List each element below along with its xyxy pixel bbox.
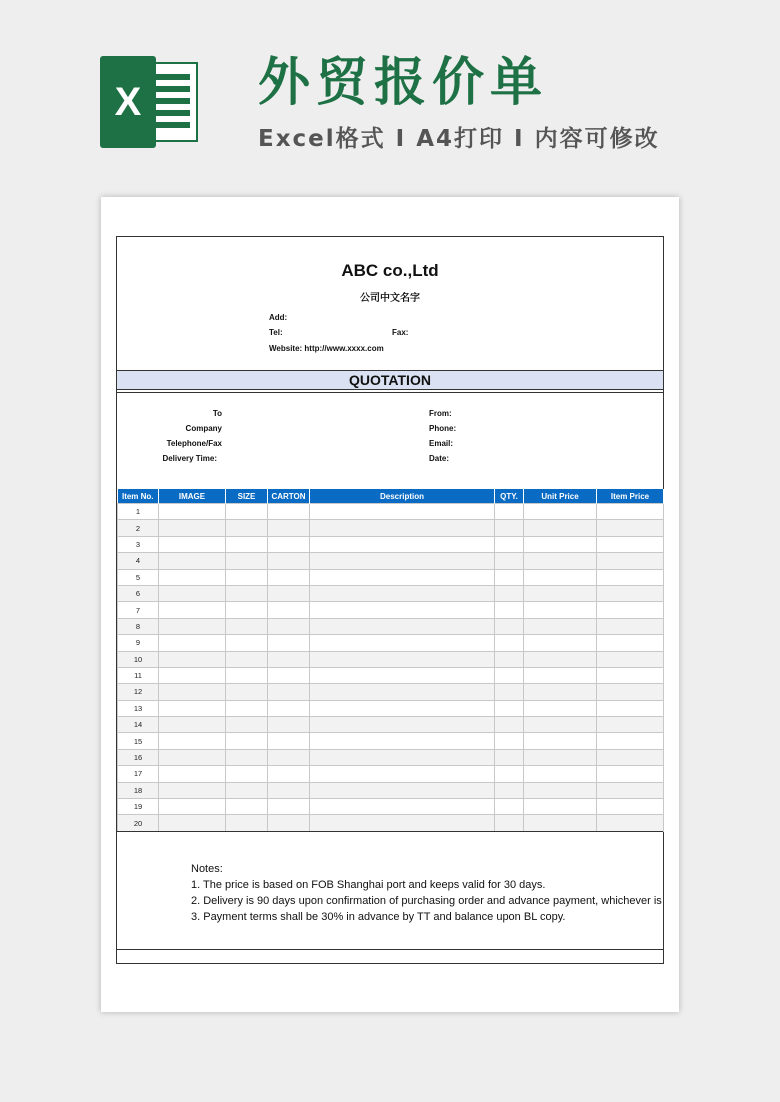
paper: [101, 197, 679, 1012]
note-1: 1. The price is based on FOB Shanghai port and keeps valid for 30 days.: [191, 879, 546, 891]
table-cell: [268, 700, 310, 716]
table-cell: [495, 700, 524, 716]
table-cell: [310, 536, 495, 552]
table-row: [118, 651, 664, 667]
table-cell: [268, 553, 310, 569]
note-3: 3. Payment terms shall be 30% in advance by TT and balance upon BL copy.: [191, 911, 566, 923]
table-cell: [310, 585, 495, 601]
table-cell: [226, 749, 268, 765]
table-cell: [310, 553, 495, 569]
table-cell: [268, 504, 310, 520]
table-cell: [159, 700, 226, 716]
table-cell: [310, 602, 495, 618]
table-cell: [310, 799, 495, 815]
col-qty: QTY.: [495, 489, 524, 504]
table-row: [118, 717, 664, 733]
item-number: 14: [118, 717, 159, 733]
table-cell: [524, 635, 597, 651]
table-cell: [268, 667, 310, 683]
table-cell: [597, 618, 664, 634]
table-cell: [159, 585, 226, 601]
item-number: 19: [118, 799, 159, 815]
table-cell: [597, 799, 664, 815]
notes: [191, 861, 662, 925]
table-cell: [159, 536, 226, 552]
table-cell: [597, 536, 664, 552]
from-label: From:: [429, 409, 452, 418]
table-cell: [310, 651, 495, 667]
table-row: [118, 585, 664, 601]
table-row: [118, 684, 664, 700]
table-row: [118, 733, 664, 749]
item-number: 15: [118, 733, 159, 749]
table-cell: [524, 667, 597, 683]
table-cell: [268, 815, 310, 831]
table-cell: [159, 553, 226, 569]
table-cell: [226, 651, 268, 667]
item-number: 1: [118, 504, 159, 520]
logo-letter: X: [100, 56, 156, 148]
item-number: 7: [118, 602, 159, 618]
col-item-price: Item Price: [597, 489, 664, 504]
item-number: 9: [118, 635, 159, 651]
col-size: SIZE: [226, 489, 268, 504]
table-cell: [159, 815, 226, 831]
table-cell: [268, 569, 310, 585]
table-cell: [310, 684, 495, 700]
table-cell: [268, 684, 310, 700]
table-cell: [159, 733, 226, 749]
col-item-no: Item No.: [118, 489, 159, 504]
col-carton: CARTON: [268, 489, 310, 504]
table-cell: [524, 569, 597, 585]
table-cell: [597, 602, 664, 618]
table-cell: [524, 766, 597, 782]
table-cell: [226, 733, 268, 749]
table-cell: [159, 651, 226, 667]
item-number: 20: [118, 815, 159, 831]
table-cell: [159, 635, 226, 651]
table-cell: [226, 553, 268, 569]
company-label: Company: [185, 424, 222, 433]
table-row: [118, 536, 664, 552]
excel-logo-icon: [100, 56, 200, 148]
table-cell: [268, 618, 310, 634]
table-cell: [159, 520, 226, 536]
item-number: 2: [118, 520, 159, 536]
table-cell: [226, 536, 268, 552]
sub-title: Excel格式 I A4打印 I 内容可修改: [258, 126, 660, 152]
table-cell: [226, 799, 268, 815]
table-row: [118, 667, 664, 683]
item-number: 12: [118, 684, 159, 700]
table-cell: [524, 749, 597, 765]
table-cell: [310, 618, 495, 634]
address-label: Add:: [269, 313, 288, 322]
table-cell: [159, 799, 226, 815]
table-cell: [597, 749, 664, 765]
table-cell: [495, 815, 524, 831]
col-unit-price: Unit Price: [524, 489, 597, 504]
table-cell: [495, 553, 524, 569]
table-cell: [226, 602, 268, 618]
table-cell: [159, 569, 226, 585]
table-cell: [597, 553, 664, 569]
table-cell: [524, 520, 597, 536]
table-cell: [268, 717, 310, 733]
table-cell: [310, 635, 495, 651]
divider: [117, 392, 663, 393]
table-row: [118, 569, 664, 585]
item-number: 13: [118, 700, 159, 716]
table-cell: [597, 815, 664, 831]
table-row: [118, 553, 664, 569]
table-cell: [226, 504, 268, 520]
table-row: [118, 618, 664, 634]
col-image: IMAGE: [159, 489, 226, 504]
item-number: 18: [118, 782, 159, 798]
table-cell: [159, 749, 226, 765]
table-cell: [597, 569, 664, 585]
item-number: 3: [118, 536, 159, 552]
table-cell: [524, 602, 597, 618]
table-cell: [597, 684, 664, 700]
item-number: 16: [118, 749, 159, 765]
website-label: Website: http://www.xxxx.com: [269, 344, 384, 353]
note-2: 2. Delivery is 90 days upon confirmation of purchasing order and advance payment, whichever is: [191, 895, 662, 907]
table-cell: [226, 700, 268, 716]
table-cell: [310, 733, 495, 749]
table-cell: [495, 520, 524, 536]
table-cell: [495, 536, 524, 552]
table-cell: [495, 782, 524, 798]
table-cell: [226, 618, 268, 634]
table-cell: [495, 667, 524, 683]
table-cell: [495, 651, 524, 667]
table-cell: [524, 651, 597, 667]
table-cell: [310, 815, 495, 831]
table-cell: [226, 766, 268, 782]
date-label: Date:: [429, 454, 450, 463]
table-cell: [226, 684, 268, 700]
table-cell: [310, 569, 495, 585]
table-cell: [597, 635, 664, 651]
table-cell: [597, 766, 664, 782]
table-cell: [159, 618, 226, 634]
table-row: [118, 749, 664, 765]
table-cell: [495, 618, 524, 634]
table-cell: [495, 749, 524, 765]
table-cell: [597, 585, 664, 601]
table-cell: [268, 520, 310, 536]
table-cell: [159, 602, 226, 618]
table-cell: [268, 799, 310, 815]
table-cell: [524, 733, 597, 749]
table-row: [118, 782, 664, 798]
table-cell: [524, 585, 597, 601]
table-cell: [226, 569, 268, 585]
table-cell: [159, 684, 226, 700]
table-cell: [268, 536, 310, 552]
table-cell: [495, 684, 524, 700]
notes-title: Notes:: [191, 863, 223, 875]
table-cell: [495, 766, 524, 782]
items-table: [117, 489, 664, 832]
table-cell: [597, 782, 664, 798]
table-cell: [597, 504, 664, 520]
table-cell: [226, 815, 268, 831]
table-cell: [495, 602, 524, 618]
table-cell: [268, 585, 310, 601]
table-cell: [226, 520, 268, 536]
table-cell: [495, 733, 524, 749]
table-cell: [268, 782, 310, 798]
telephone-fax-label: Telephone/Fax: [166, 439, 222, 448]
main-title: 外贸报价单: [258, 53, 549, 113]
phone-label: Phone:: [429, 424, 457, 433]
table-row: [118, 504, 664, 520]
to-label: To: [212, 409, 222, 418]
table-cell: [597, 733, 664, 749]
table-cell: [495, 799, 524, 815]
email-label: Email:: [429, 439, 454, 448]
quotation-title: QUOTATION: [117, 370, 663, 390]
table-cell: [495, 504, 524, 520]
table-cell: [524, 536, 597, 552]
table-cell: [524, 799, 597, 815]
divider: [117, 949, 663, 950]
tel-label: Tel:: [269, 328, 283, 337]
table-cell: [268, 733, 310, 749]
table-cell: [524, 782, 597, 798]
item-number: 6: [118, 585, 159, 601]
item-number: 4: [118, 553, 159, 569]
company-name: ABC co.,Ltd: [341, 261, 439, 280]
item-number: 10: [118, 651, 159, 667]
table-cell: [524, 504, 597, 520]
table-cell: [524, 815, 597, 831]
table-cell: [226, 782, 268, 798]
table-cell: [268, 651, 310, 667]
table-row: [118, 799, 664, 815]
table-cell: [524, 553, 597, 569]
quotation-form: [116, 236, 664, 964]
table-cell: [310, 667, 495, 683]
table-cell: [159, 717, 226, 733]
table-row: [118, 766, 664, 782]
divider: [117, 831, 663, 832]
item-number: 8: [118, 618, 159, 634]
table-cell: [310, 700, 495, 716]
table-cell: [310, 520, 495, 536]
table-cell: [524, 717, 597, 733]
table-row: [118, 520, 664, 536]
table-row: [118, 635, 664, 651]
table-cell: [310, 504, 495, 520]
table-cell: [495, 585, 524, 601]
fax-label: Fax:: [392, 328, 409, 337]
item-number: 5: [118, 569, 159, 585]
table-cell: [597, 667, 664, 683]
col-description: Description: [310, 489, 495, 504]
table-cell: [495, 717, 524, 733]
item-number: 11: [118, 667, 159, 683]
table-cell: [524, 684, 597, 700]
table-cell: [597, 520, 664, 536]
table-cell: [495, 569, 524, 585]
table-cell: [226, 667, 268, 683]
table-row: [118, 815, 664, 831]
delivery-time-label: Delivery Time:: [162, 454, 217, 463]
table-cell: [226, 717, 268, 733]
table-cell: [310, 717, 495, 733]
table-cell: [310, 766, 495, 782]
table-cell: [159, 782, 226, 798]
table-cell: [226, 585, 268, 601]
table-cell: [268, 635, 310, 651]
table-cell: [597, 700, 664, 716]
table-cell: [310, 782, 495, 798]
table-cell: [159, 504, 226, 520]
table-row: [118, 602, 664, 618]
table-header: [118, 489, 664, 504]
table-cell: [226, 635, 268, 651]
banner: [0, 0, 780, 195]
table-cell: [310, 749, 495, 765]
table-row: [118, 700, 664, 716]
table-cell: [597, 717, 664, 733]
table-cell: [524, 700, 597, 716]
item-number: 17: [118, 766, 159, 782]
company-chinese-name: 公司中文名字: [360, 293, 420, 304]
table-cell: [524, 618, 597, 634]
table-cell: [268, 602, 310, 618]
table-cell: [159, 667, 226, 683]
table-cell: [495, 635, 524, 651]
table-cell: [268, 749, 310, 765]
table-cell: [159, 766, 226, 782]
table-cell: [597, 651, 664, 667]
table-cell: [268, 766, 310, 782]
